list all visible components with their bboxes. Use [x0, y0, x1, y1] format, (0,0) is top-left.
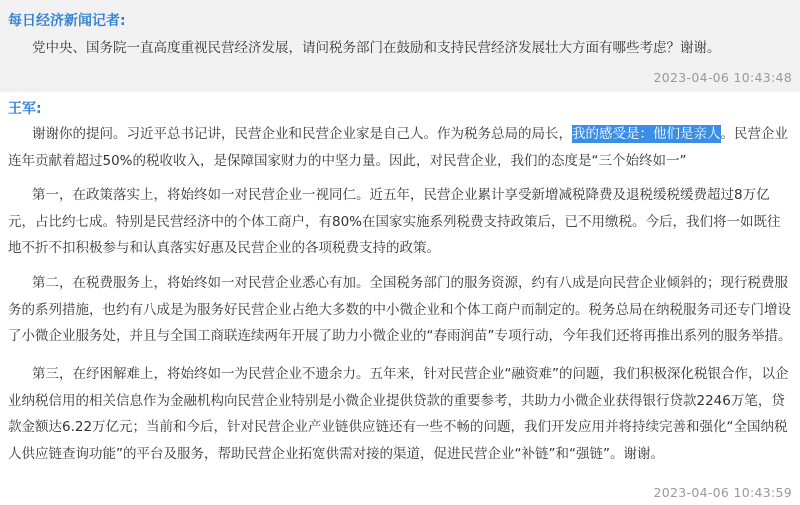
highlighted-text-selection[interactable]: 我的感受是：他们是亲人: [572, 126, 721, 142]
question-timestamp: 2023-04-06 10:43:48: [653, 70, 792, 85]
question-block: [0, 0, 800, 92]
answer-paragraph-2: 第一，在政策落实上，将始终如一对民营企业一视同仁。近五年，民营企业累计享受新增减税降费及退税缓税缓费超过8万亿元，占比约七成。特别是民营经济中的个体工商户，有80%在国家实施系列税费支持政策后，已不用缴税。今后，我们将一如既往地不折不扣积极参与和认真落实好惠及民营企业的各项税费支持的政策。: [8, 187, 781, 256]
answer-paragraph-1-before: 谢谢你的提问。习近平总书记讲，民营企业和民营企业家是自己人。作为税务总局的局长，: [32, 126, 572, 142]
answer-timestamp: 2023-04-06 10:43:59: [653, 485, 792, 500]
answer-paragraph-4: 第三，在纾困解难上，将始终如一为民营企业不遗余力。五年来，针对民营企业“融资难”的问题，我们积极深化税银合作，以企业纳税信用的相关信息作为金融机构向民营企业特别是小微企业提供贷款的重要参考，共助力小微企业获得银行贷款2246万笔，贷款金额达6.22万亿元；当前和今后，针对民营企业产业链供应链还有一些不畅的问题，我们开发应用并将持续完善和强化“全国纳税人供应链查询功能”的平台及服务，帮助民营企业拓宽供需对接的渠道，促进民营企业“补链”和“强链”。谢谢。: [8, 366, 789, 462]
answer-speaker: 王军:: [8, 101, 42, 117]
answer-paragraph-3: 第二，在税费服务上，将始终如一对民营企业悉心有加。全国税务部门的服务资源，约有八成是向民营企业倾斜的；现行税费服务的系列措施，也约有八成是为服务好民营企业占绝大多数的中小微企业和个体工商户而制定的。税务总局在纳税服务司还专门增设了小微企业服务处，并且与全国工商联连续两年开展了助力小微企业的“春雨润苗”专项行动，今年我们还将再推出系列的服务举措。: [8, 275, 792, 344]
question-text: 党中央、国务院一直高度重视民营经济发展，请问税务部门在鼓励和支持民营经济发展壮大方面有哪些考虑？谢谢。: [32, 40, 721, 56]
question-speaker: 每日经济新闻记者:: [8, 13, 126, 29]
answer-paragraph-1-after: 。民营企业连年贡献着超过50%的税收收入，是保障国家财力的中坚力量。因此，对民营企业，我们的态度是“三个始终如一”: [8, 126, 788, 169]
answer-paragraph-1: [8, 121, 792, 174]
